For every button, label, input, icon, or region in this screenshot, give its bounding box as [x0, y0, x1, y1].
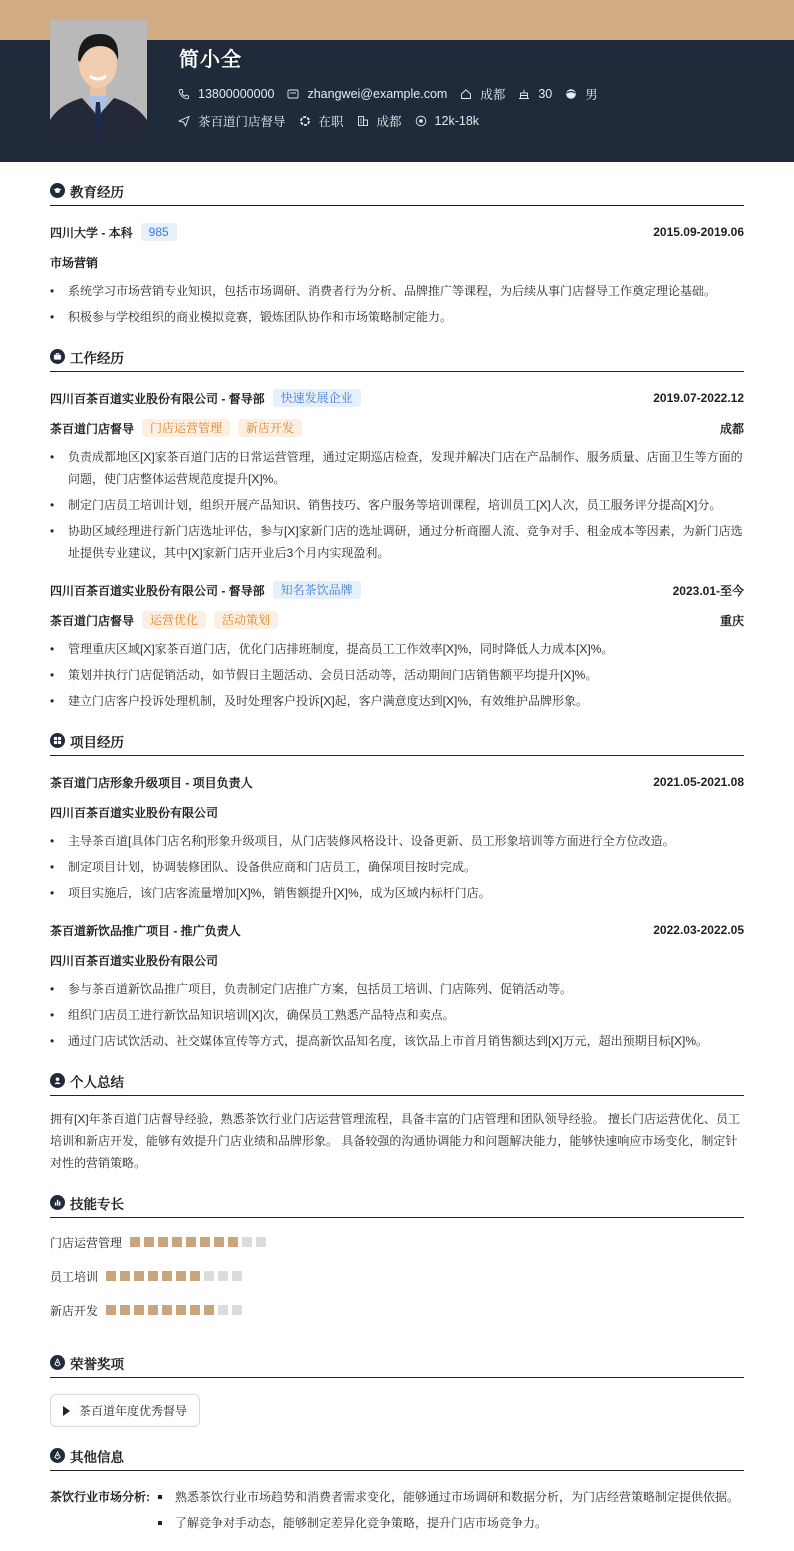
company-tag: 快速发展企业 [273, 389, 361, 407]
list-item: • 建立门店客户投诉处理机制，及时处理客户投诉[X]起，客户满意度达到[X]%，有效维护品牌形象。 [50, 690, 744, 712]
status-icon [299, 115, 311, 127]
skill-level-block [176, 1305, 186, 1315]
summary-section [50, 1070, 744, 1174]
role-name: 茶百道门店督导 [50, 613, 135, 628]
section-title: 工作经历 [50, 346, 744, 372]
section-title: 技能专长 [50, 1192, 744, 1218]
skill-level-block [172, 1237, 182, 1247]
job-target: 茶百道门店督导 [178, 112, 286, 130]
contact-phone: 13800000000 [178, 87, 274, 101]
building-icon [357, 115, 369, 127]
list-item: • 策划并执行门店促销活动，如节假日主题活动、会员日活动等，活动期间门店销售额平均提升[X]%。 [50, 664, 744, 686]
other-section [50, 1445, 744, 1537]
project-org-row [50, 802, 744, 822]
section-title: 其他信息 [50, 1445, 744, 1471]
project-org: 四川百茶百道实业股份有限公司 [50, 953, 219, 968]
grid-icon [50, 733, 65, 748]
skill-level-block [134, 1271, 144, 1281]
project-entry-head [50, 920, 744, 940]
summary-text: 拥有[X]年茶百道门店督导经验，熟悉茶饮行业门店运营管理流程，具备丰富的门店管理和团队领导经验。 擅长门店运营优化、员工培训和新店开发，能够有效提升门店业绩和品牌形象。 具备较强的沟通协调能力和问题解决能力，能够快速响应市场变化，制定针对性的营销策略。 [50, 1112, 741, 1170]
project-org-row [50, 950, 744, 970]
company-tag: 知名茶饮品牌 [273, 581, 361, 599]
skill-level-block [134, 1305, 144, 1315]
skill-level-block [204, 1305, 214, 1315]
skill-level-block [242, 1237, 252, 1247]
skill-level-block [120, 1271, 130, 1281]
graduation-cap-icon [50, 183, 65, 198]
briefcase-icon [50, 349, 65, 364]
project-name: 茶百道门店形象升级项目 - 项目负责人 [50, 775, 253, 790]
work-date: 2023.01-至今 [672, 583, 744, 598]
triangle-right-icon [63, 1406, 70, 1416]
skill-level-block [256, 1237, 266, 1247]
major: 市场营销 [50, 255, 99, 270]
skill-level-block [200, 1237, 210, 1247]
education-entry-head [50, 222, 744, 242]
award-icon [50, 1355, 65, 1370]
skill-level-block [106, 1271, 116, 1281]
list-item: • 通过门店试饮活动、社交媒体宣传等方式，提高新饮品知名度，该饮品上市首月销售额达到[X]万元，超出预期目标[X]%。 [50, 1030, 744, 1052]
company-name: 四川百茶百道实业股份有限公司 - 督导部 [50, 583, 265, 598]
list-item: • 负责成都地区[X]家茶百道门店的日常运营管理，通过定期巡店检查，发现并解决门店在产品制作、服务质量、店面卫生等方面的问题，使门店整体运营规范度提升[X]%。 [50, 446, 744, 490]
role-name: 茶百道门店督导 [50, 421, 135, 436]
school-name: 四川大学 - 本科 [50, 225, 133, 240]
job-salary: 12k-18k [415, 114, 479, 128]
work-location: 重庆 [719, 613, 744, 628]
skill-level-block [162, 1271, 172, 1281]
list-item: • 协助区域经理进行新门店选址评估，参与[X]家新门店的选址调研，通过分析商圈人流、竞争对手、租金成本等因素，为新门店选址提供专业建议，其中[X]家新门店开业后3个月内实现盈利。 [50, 520, 744, 564]
other-info [50, 1485, 744, 1537]
project-entry-head [50, 772, 744, 792]
skill-level-block [218, 1305, 228, 1315]
section-title: 项目经历 [50, 730, 744, 756]
other-bullets [158, 1485, 739, 1537]
contact-gender: 男 [565, 85, 598, 103]
skill-level-block [232, 1305, 242, 1315]
education-major-row [50, 252, 744, 272]
skill-level-block [190, 1271, 200, 1281]
list-item: • 系统学习市场营销专业知识，包括市场调研、消费者行为分析、品牌推广等课程，为后续从事门店督导工作奠定理论基础。 [50, 280, 744, 302]
skill-level-block [158, 1237, 168, 1247]
section-title: 荣誉奖项 [50, 1352, 744, 1378]
home-icon [460, 88, 472, 100]
skill-level-block [106, 1305, 116, 1315]
skill-item [50, 1300, 403, 1320]
project-date: 2022.03-2022.05 [653, 923, 744, 937]
skill-level-block [204, 1271, 214, 1281]
skill-level-bar [106, 1305, 246, 1315]
work-bullets [50, 638, 744, 712]
skill-level-bar [106, 1271, 246, 1281]
contact-age: 30 [518, 87, 552, 101]
skill-level-block [232, 1271, 242, 1281]
project-bullets [50, 978, 744, 1052]
skill-level-block [228, 1237, 238, 1247]
company-name: 四川百茶百道实业股份有限公司 - 督导部 [50, 391, 265, 406]
mail-icon [287, 88, 299, 100]
age-icon [518, 88, 530, 100]
role-tag: 活动策划 [214, 611, 278, 629]
education-bullets [50, 280, 744, 328]
list-item: • 项目实施后，该门店客流量增加[X]%，销售额提升[X]%，成为区域内标杆门店。 [50, 882, 744, 904]
list-item: • 制定项目计划，协调装修团队、设备供应商和门店员工，确保项目按时完成。 [50, 856, 744, 878]
skill-level-block [186, 1237, 196, 1247]
projects-section [50, 730, 744, 1052]
list-item: • 制定门店员工培训计划，组织开展产品知识、销售技巧、客户服务等培训课程，培训员工[X]人次，员工服务评分提高[X]分。 [50, 494, 744, 516]
skill-item [50, 1232, 403, 1252]
list-item: 了解竞争对手动态，能够制定差异化竞争策略，提升门店市场竞争力。 [158, 1511, 739, 1535]
project-date: 2021.05-2021.08 [653, 775, 744, 789]
contact-row [178, 85, 611, 103]
list-item: • 积极参与学校组织的商业模拟竞赛，锻炼团队协作和市场策略制定能力。 [50, 306, 744, 328]
skill-level-block [190, 1305, 200, 1315]
skill-level-block [148, 1305, 158, 1315]
skill-name: 员工培训 [50, 1269, 99, 1284]
list-item: 熟悉茶饮行业市场趋势和消费者需求变化，能够通过市场调研和数据分析，为门店经营策略制定提供依据。 [158, 1485, 739, 1509]
skill-level-block [130, 1237, 140, 1247]
contact-city: 成都 [460, 85, 505, 103]
award-item: 茶百道年度优秀督导 [50, 1394, 200, 1427]
school-tag: 985 [141, 223, 177, 241]
user-icon [50, 1073, 65, 1088]
award-icon [50, 1448, 65, 1463]
contact-email: zhangwei@example.com [287, 87, 447, 101]
skills-section [50, 1192, 744, 1334]
work-location: 成都 [719, 421, 744, 436]
work-bullets [50, 446, 744, 564]
skill-name: 新店开发 [50, 1303, 99, 1318]
job-status: 在职 [299, 112, 344, 130]
skill-level-block [214, 1237, 224, 1247]
project-bullets [50, 830, 744, 904]
skill-level-block [162, 1305, 172, 1315]
education-date: 2015.09-2019.06 [653, 225, 744, 239]
work-date: 2019.07-2022.12 [653, 391, 744, 405]
work-entry-head [50, 388, 744, 408]
work-entry-head [50, 580, 744, 600]
list-item: • 主导茶百道[具体门店名称]形象升级项目，从门店装修风格设计、设备更新、员工形象培训等方面进行全方位改造。 [50, 830, 744, 852]
list-item: • 组织门店员工进行新饮品知识培训[X]次，确保员工熟悉产品特点和卖点。 [50, 1004, 744, 1026]
project-name: 茶百道新饮品推广项目 - 推广负责人 [50, 923, 241, 938]
list-item: • 管理重庆区域[X]家茶百道门店，优化门店排班制度，提高员工工作效率[X]%，同时降低人力成本[X]%。 [50, 638, 744, 660]
skill-name: 门店运营管理 [50, 1235, 123, 1250]
skill-level-block [176, 1271, 186, 1281]
send-icon [178, 115, 190, 127]
work-role-row [50, 610, 744, 630]
bar-chart-icon [50, 1195, 65, 1210]
work-section [50, 346, 744, 712]
skill-level-block [148, 1271, 158, 1281]
role-tag: 运营优化 [142, 611, 206, 629]
job-intent-row [178, 112, 492, 130]
avatar [50, 20, 147, 140]
profile-header [0, 40, 794, 162]
skill-item [50, 1266, 403, 1286]
awards-section [50, 1352, 744, 1427]
gender-icon [565, 88, 577, 100]
role-tag: 新店开发 [238, 419, 302, 437]
other-label: 茶饮行业市场分析: [50, 1490, 150, 1504]
section-title: 教育经历 [50, 180, 744, 206]
list-item: • 参与茶百道新饮品推广项目，负责制定门店推广方案，包括员工培训、门店陈列、促销活动等。 [50, 978, 744, 1000]
section-title: 个人总结 [50, 1070, 744, 1096]
candidate-name: 简小全 [179, 49, 242, 71]
skill-level-block [120, 1305, 130, 1315]
education-section [50, 180, 744, 328]
skill-level-bar [130, 1237, 270, 1247]
work-role-row [50, 418, 744, 438]
project-org: 四川百茶百道实业股份有限公司 [50, 805, 219, 820]
phone-icon [178, 88, 190, 100]
job-city: 成都 [357, 112, 402, 130]
salary-icon [415, 115, 427, 127]
skill-level-block [144, 1237, 154, 1247]
role-tag: 门店运营管理 [142, 419, 230, 437]
skills-list [50, 1232, 744, 1334]
skill-level-block [218, 1271, 228, 1281]
